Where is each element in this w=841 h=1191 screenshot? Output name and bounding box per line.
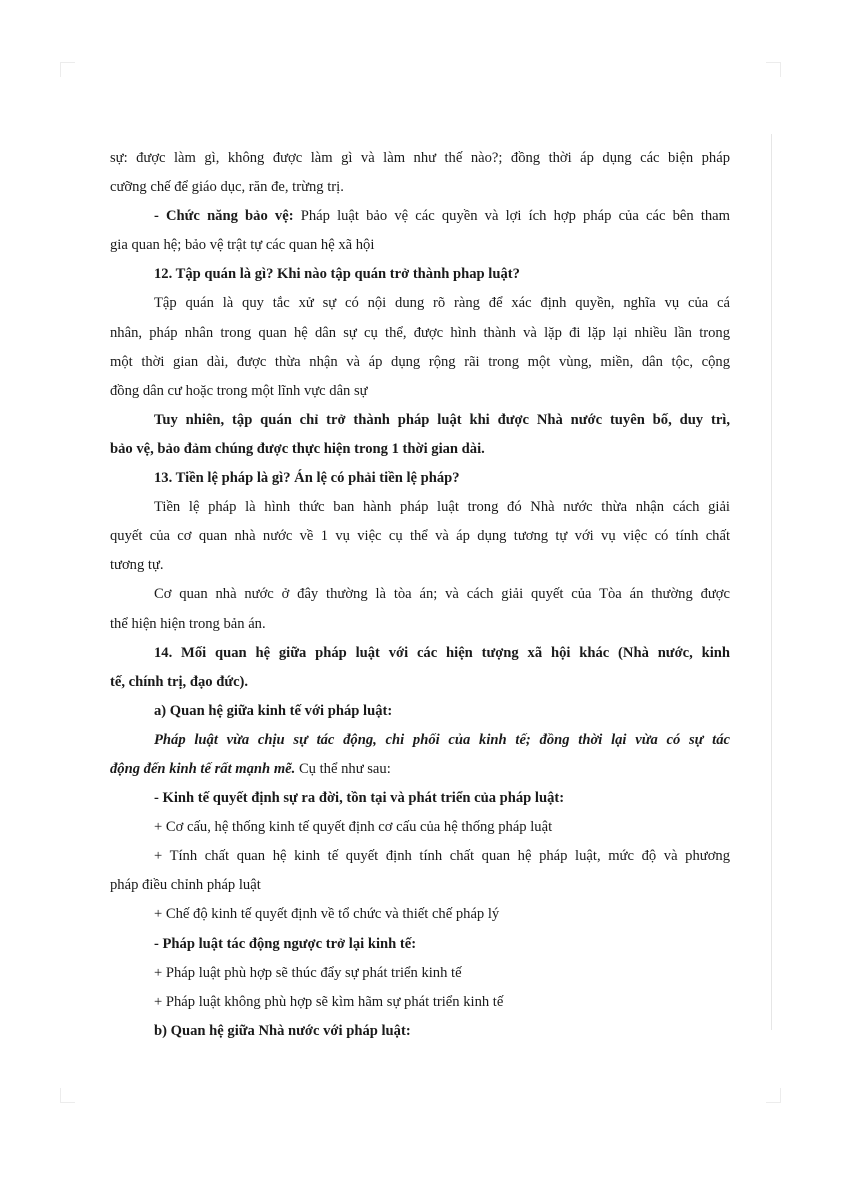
text-line — [110, 755, 730, 784]
page-edge-rule — [771, 134, 772, 1030]
text-segment: - Pháp luật tác động ngược trở lại kinh tế: — [154, 935, 417, 952]
text-line — [110, 871, 730, 900]
text-segment: - Kinh tế quyết định sự ra đời, tồn tại và phát triển của pháp luật: — [154, 790, 565, 807]
text-line — [110, 900, 730, 929]
text-line — [110, 260, 730, 289]
text-line — [110, 697, 730, 726]
text-segment: nhân, pháp nhân trong quan hệ dân sự cụ thể, được hình thành và lặp đi lặp lại nhiều lần trong — [110, 324, 730, 341]
text-line — [110, 289, 730, 318]
crop-mark-bottom-right — [766, 1088, 781, 1103]
text-line — [110, 551, 730, 580]
crop-mark-bottom-left — [60, 1088, 75, 1103]
text-line — [110, 406, 730, 435]
text-line — [110, 930, 730, 959]
text-line — [110, 377, 730, 406]
text-segment: Tiền lệ pháp là hình thức ban hành pháp luật trong đó Nhà nước thừa nhận cách giải — [154, 499, 730, 516]
text-segment: Tập quán là quy tắc xử sự có nội dung rõ ràng để xác định quyền, nghĩa vụ của cá — [154, 295, 730, 312]
document-body — [110, 144, 730, 1046]
text-line — [110, 813, 730, 842]
text-segment: a) Quan hệ giữa kinh tế với pháp luật: — [154, 702, 393, 719]
crop-mark-top-right — [766, 62, 781, 77]
text-segment: gia quan hệ; bảo vệ trật tự các quan hệ xã hội — [110, 237, 375, 254]
text-segment: Pháp luật bảo vệ các quyền và lợi ích hợp pháp của các bên tham — [293, 208, 730, 225]
text-segment: tương tự. — [110, 557, 164, 574]
text-segment: động đến kinh tế rất mạnh mẽ. — [110, 760, 296, 777]
text-segment: sự: được làm gì, không được làm gì và làm như thế nào?; đồng thời áp dụng các biện pháp — [110, 150, 730, 166]
text-segment: Pháp luật vừa chịu sự tác động, chi phối của kinh tế; đồng thời lại vừa có sự tác — [154, 731, 730, 748]
text-line — [110, 493, 730, 522]
text-line — [110, 144, 730, 173]
text-line — [110, 231, 730, 260]
text-line — [110, 784, 730, 813]
text-line — [110, 348, 730, 377]
text-line — [110, 522, 730, 551]
text-line — [110, 464, 730, 493]
text-line — [110, 173, 730, 202]
text-segment: - Chức năng bảo vệ: — [154, 208, 294, 225]
text-segment: tế, chính trị, đạo đức). — [110, 673, 249, 690]
text-line — [110, 988, 730, 1017]
text-segment: Cụ thể như sau: — [295, 760, 391, 777]
text-segment: + Cơ cấu, hệ thống kinh tế quyết định cơ cấu của hệ thống pháp luật — [154, 819, 553, 836]
text-line — [110, 726, 730, 755]
crop-mark-top-left — [60, 62, 75, 77]
text-line — [110, 639, 730, 668]
text-segment: Tuy nhiên, tập quán chỉ trở thành pháp luật khi được Nhà nước tuyên bố, duy trì, — [154, 411, 730, 428]
text-segment: + Chế độ kinh tế quyết định về tổ chức và thiết chế pháp lý — [154, 906, 500, 923]
text-segment: quyết của cơ quan nhà nước về 1 vụ việc cụ thể và áp dụng tương tự với vụ việc có tính chất — [110, 528, 730, 545]
text-segment: bảo vệ, bảo đảm chúng được thực hiện trong 1 thời gian dài. — [110, 440, 485, 457]
text-segment: đồng dân cư hoặc trong một lĩnh vực dân sự — [110, 382, 368, 399]
text-segment: 14. Mối quan hệ giữa pháp luật với các hiện tượng xã hội khác (Nhà nước, kinh — [154, 644, 730, 661]
text-segment: + Pháp luật không phù hợp sẽ kìm hãm sự phát triển kinh tế — [154, 993, 504, 1010]
text-segment: + Tính chất quan hệ kinh tế quyết định tính chất quan hệ pháp luật, mức độ và phương — [154, 848, 730, 865]
text-segment: 13. Tiền lệ pháp là gì? Án lệ có phải tiền lệ pháp? — [154, 470, 460, 487]
text-segment: một thời gian dài, được thừa nhận và áp dụng rộng rãi trong một vùng, miền, dân tộc, cộng — [110, 353, 730, 370]
text-line — [110, 580, 730, 609]
text-line — [110, 202, 730, 231]
text-segment: thể hiện hiện trong bản án. — [110, 615, 266, 632]
text-segment: b) Quan hệ giữa Nhà nước với pháp luật: — [154, 1022, 411, 1039]
text-line — [110, 610, 730, 639]
text-segment: pháp điều chỉnh pháp luật — [110, 877, 261, 894]
text-line — [110, 959, 730, 988]
text-line — [110, 668, 730, 697]
text-line — [110, 842, 730, 871]
text-line — [110, 435, 730, 464]
text-line — [110, 1017, 730, 1046]
text-segment: cưỡng chế để giáo dục, răn đe, trừng trị. — [110, 179, 344, 196]
text-line — [110, 319, 730, 348]
text-segment: + Pháp luật phù hợp sẽ thúc đẩy sự phát triển kinh tế — [154, 964, 462, 981]
text-segment: 12. Tập quán là gì? Khi nào tập quán trở thành phap luật? — [154, 266, 520, 283]
text-segment: Cơ quan nhà nước ở đây thường là tòa án; và cách giải quyết của Tòa án thường được — [154, 586, 730, 603]
